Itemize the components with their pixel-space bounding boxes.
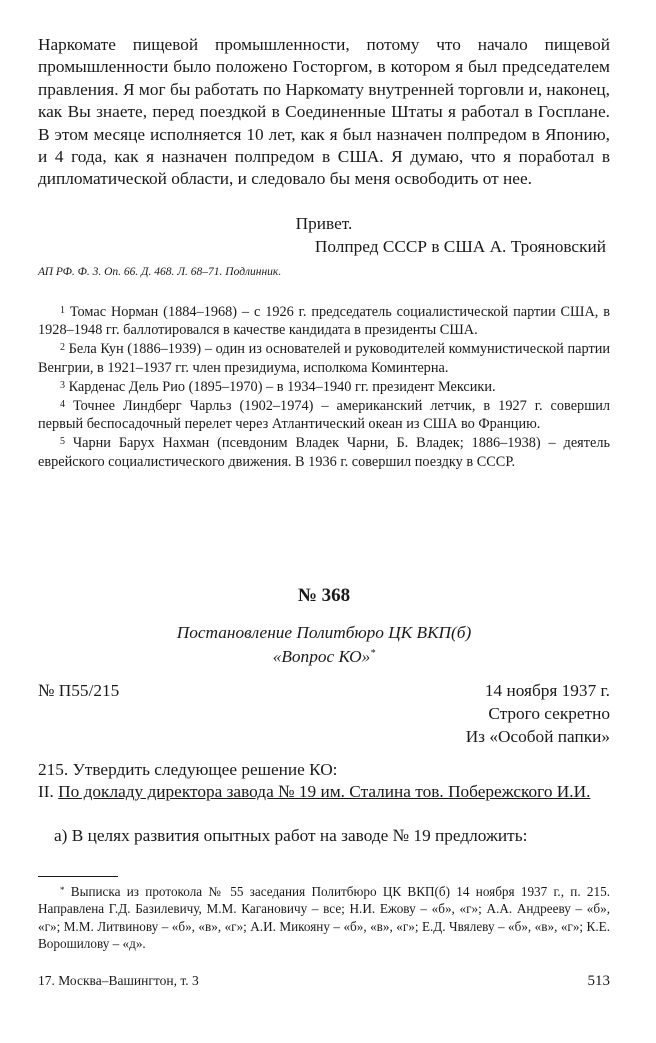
document-title-line-2: «Вопрос КО»* [272,647,376,666]
letter-body-text: Наркомате пищевой промышленности, потому что начало пищевой промышленности было положено Госторгом, в котором я был председателем правления. Я мог бы работать по Наркомату внутренней торговли и, наконец, как Вы знаете, перед поездкой в Соединенные Штаты я работал в Госплане. В этом месяце исполняется 10 лет, как я был назначен полпредом в Японию, и 4 года, как я назначен полпредом в США. Я думаю, что я поработал в дипломатической области, и следовало бы меня освободить от нее. [38,35,610,189]
document-title-line-1: Постановление Политбюро ЦК ВКП(б) [176,623,472,642]
protocol-number: № П55/215 [38,681,120,700]
item-II: II. По докладу директора завода № 19 им. Сталина тов. Побережского И.И. [38,782,591,801]
footnote-1: $^1$ Томас Норман (1884–1968) – с 1926 г. председатель социалистической партии США, в 1928–1948 гг. баллотировался в качестве кандидата в президенты США. [38,304,610,339]
greeting: Привет. [295,214,353,233]
footnote-3: $^3$ Карденас Дель Рио (1895–1970) – в 1934–1940 гг. президент Мексики. [60,378,496,395]
footnote-divider [38,876,118,877]
footnote-2: $^2$ Бела Кун (1886–1939) – один из основателей и руководителей коммунистической партии Венгрии, в 1921–1937 гг. член президиума, исполкома Коминтерна. [38,341,610,376]
item-a: а) В целях развития опытных работ на заводе № 19 предложить: [54,826,528,845]
footnotes-list [38,302,610,471]
footnote-5: $^5$ Чарни Барух Нахман (псевдоним Владек Чарни, Б. Владек; 1886–1938) – деятель еврейского социалистического движения. В 1936 г. совершил поездку в СССР. [38,435,610,470]
document-number: № 368 [297,585,351,606]
star-footnote: * Выписка из протокола № 55 заседания Политбюро ЦК ВКП(б) 14 ноября 1937 г., п. 215. Направлена Г.Д. Базилевичу, М.М. Кагановичу – все; Н.И. Ежову – «б», «г»; А.А. Андрееву – «б», «г»; М.М. Литвинову – «б», «в», «г»; А.И. Микояну – «б», «в», «г»; Е.Д. Чвялеву – «б», «в», «г»; К.Е. Ворошилову – «д». [38,884,611,952]
archive-reference: АП РФ. Ф. 3. Оп. 66. Д. 468. Л. 68–71. Подлинник. [38,266,282,278]
page-number: 513 [587,973,610,989]
footnote-4: $^4$ Точнее Линдберг Чарльз (1902–1974) – американский летчик, в 1927 г. совершил первый беспосадочный перелет через Атлантический океан из США во Францию. [38,398,611,433]
classification-mark: Строго секретно [488,704,610,723]
item-215: 215. Утвердить следующее решение КО: [38,760,338,779]
special-folder-mark: Из «Особой папки» [465,727,610,746]
signature: Полпред СССР в США А. Трояновский [314,237,606,256]
footer-book-title: 17. Москва–Вашингтон, т. 3 [38,973,199,988]
document-date: 14 ноября 1937 г. [484,681,610,700]
